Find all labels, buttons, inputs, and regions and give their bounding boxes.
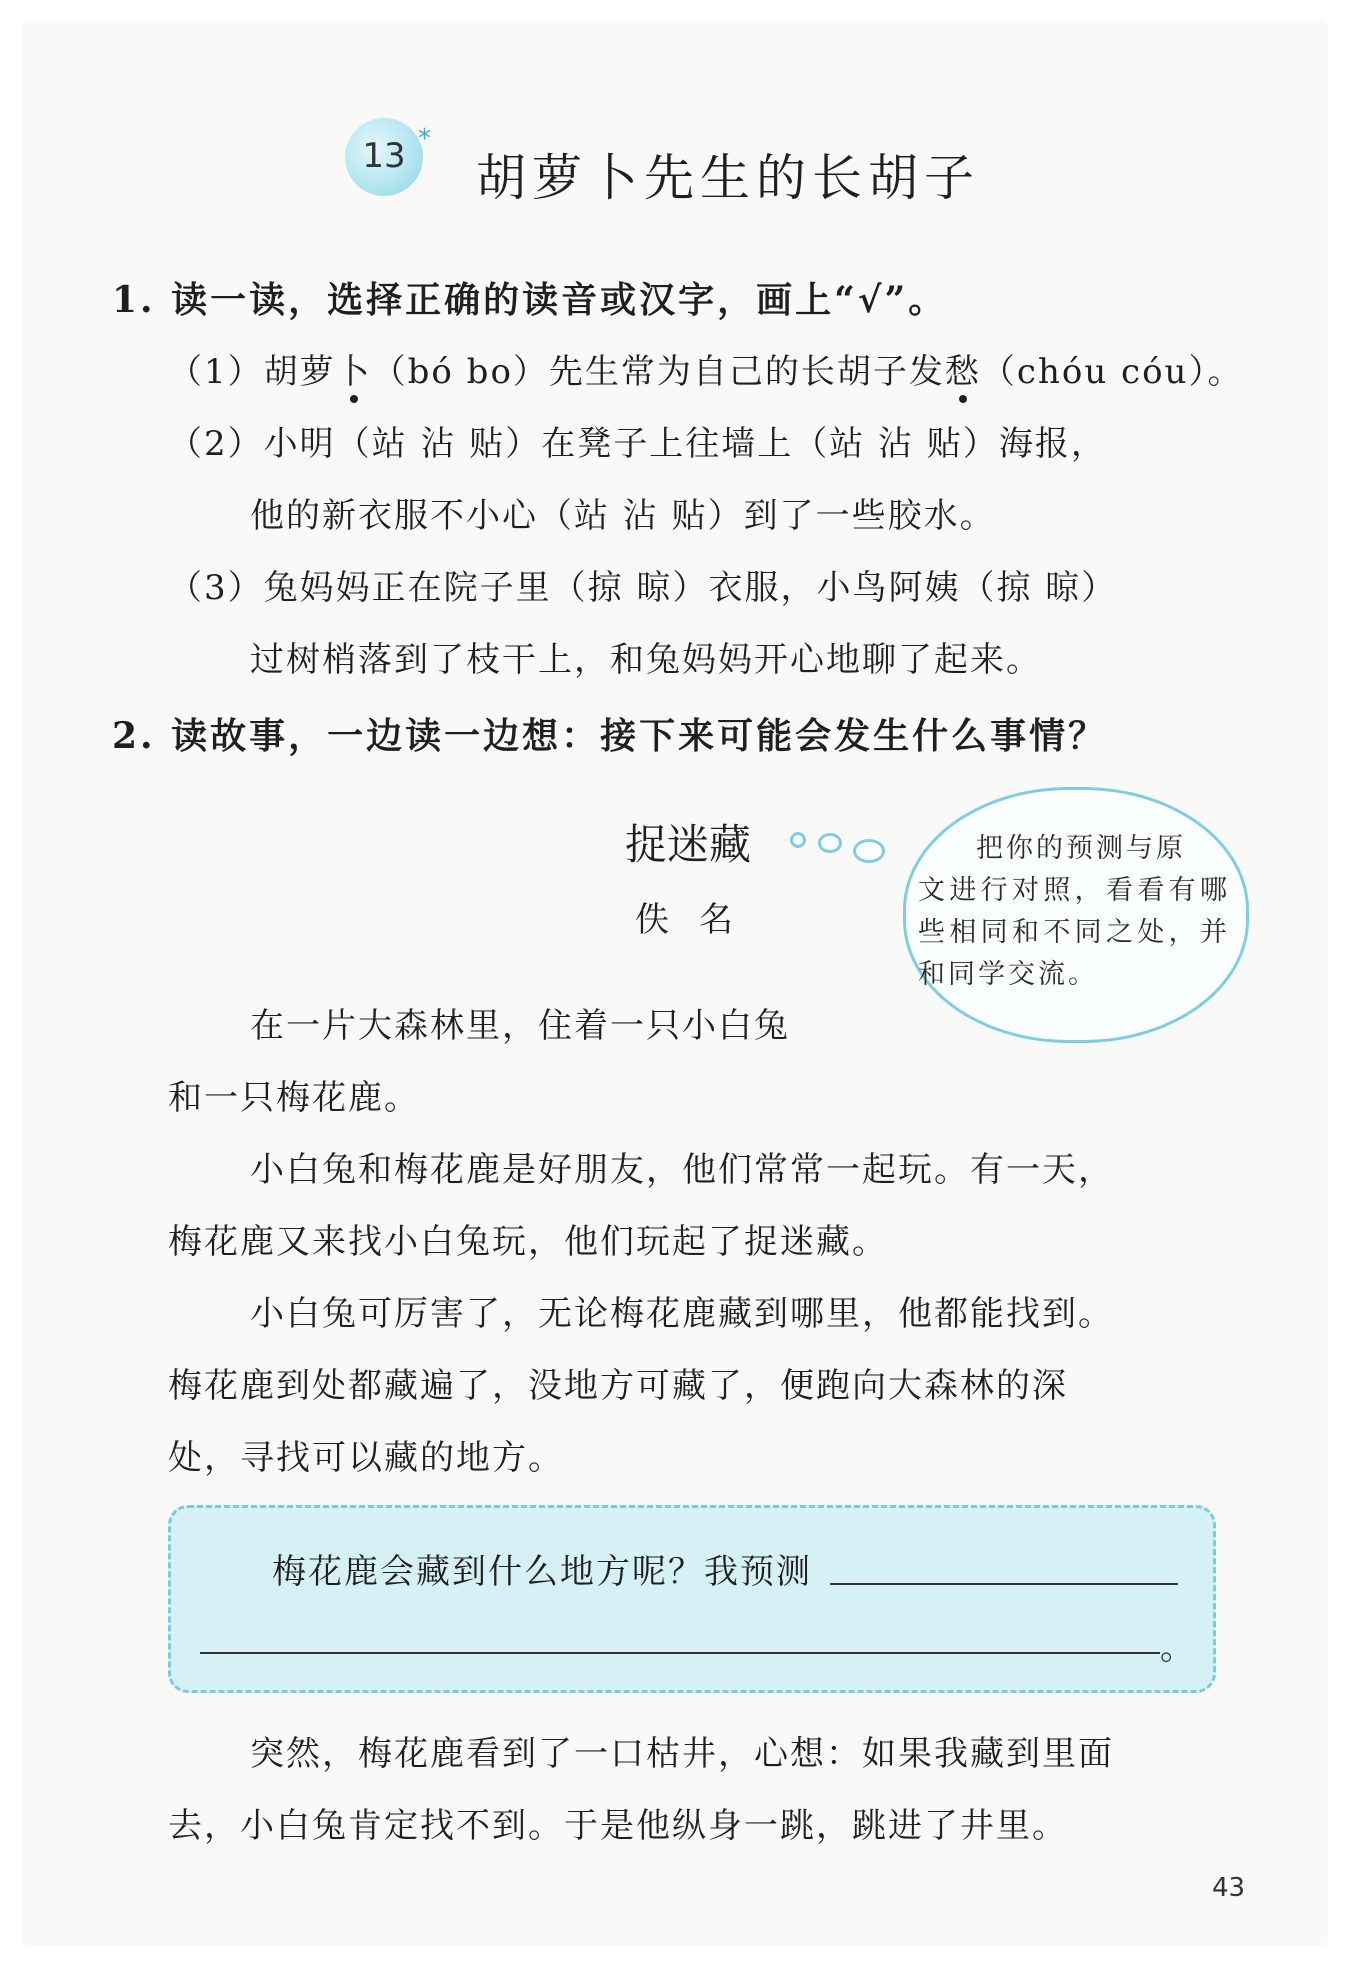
q1-item-3-line-2: 过树梢落到了枝干上，和兔妈妈开心地聊了起来。 (250, 640, 1042, 680)
story-title: 捉迷藏 (625, 823, 752, 869)
bubble-tail-medium (818, 833, 842, 853)
lesson-title: 胡萝卜先生的长胡子 (476, 149, 980, 207)
dotted-char-chou: 愁 (945, 344, 981, 393)
bubble-tail-small (790, 832, 806, 848)
q1-item-1-suffix: （chóu cóu）。 (980, 352, 1244, 392)
q1-item-1-mid: （bó bo）先生常为自己的长胡子发 (371, 352, 945, 392)
prediction-end-mark: 。 (1160, 1628, 1196, 1668)
thought-bubble-rest: 文进行对照，看看有哪些相同和不同之处，并和同学交流。 (918, 875, 1230, 990)
story-paragraph: 小白兔可厉害了，无论梅花鹿藏到哪里，他都能找到。 (250, 1294, 1114, 1334)
page-number: 43 (1212, 1873, 1246, 1903)
lesson-number: 13 (362, 136, 406, 176)
story-paragraph: 处，寻找可以藏的地方。 (168, 1438, 564, 1478)
story-continuation: 去，小白兔肯定找不到。于是他纵身一跳，跳进了井里。 (168, 1806, 1068, 1846)
bubble-tail-large (853, 839, 885, 863)
q1-item-3-line-1: （3）兔妈妈正在院子里（掠 晾）衣服，小鸟阿姨（掠 晾） (168, 568, 1118, 608)
story-paragraph: 梅花鹿又来找小白兔玩，他们玩起了捉迷藏。 (168, 1222, 888, 1262)
q1-item-2-line-2: 他的新衣服不小心（站 沾 贴）到了一些胶水。 (250, 496, 996, 536)
question-1-heading: 1. 读一读，选择正确的读音或汉字，画上“√”。 (112, 279, 948, 321)
prediction-answer-line-2[interactable] (200, 1652, 1160, 1654)
thought-bubble-text (918, 828, 1230, 996)
dotted-char-bu: 卜 (336, 344, 372, 393)
q1-item-1 (168, 344, 1243, 393)
question-2-heading: 2. 读故事，一边读一边想：接下来可能会发生什么事情？ (112, 715, 1108, 757)
story-paragraph: 在一片大森林里，住着一只小白兔 (250, 1006, 790, 1046)
optional-lesson-star: * (418, 124, 431, 154)
prediction-answer-line-1[interactable] (830, 1583, 1178, 1585)
q1-item-2-line-1: （2）小明（站 沾 贴）在凳子上往墙上（站 沾 贴）海报， (168, 424, 1107, 464)
prediction-box (168, 1505, 1216, 1693)
story-paragraph: 和一只梅花鹿。 (168, 1078, 420, 1118)
prediction-prompt: 梅花鹿会藏到什么地方呢？我预测 (272, 1554, 812, 1591)
story-paragraph: 小白兔和梅花鹿是好朋友，他们常常一起玩。有一天， (250, 1150, 1114, 1190)
story-continuation: 突然，梅花鹿看到了一口枯井，心想：如果我藏到里面 (250, 1734, 1114, 1774)
story-author: 佚名 (635, 900, 763, 940)
story-paragraph: 梅花鹿到处都藏遍了，没地方可藏了，便跑向大森林的深 (168, 1366, 1068, 1406)
q1-item-1-prefix: （1）胡萝 (168, 352, 336, 392)
thought-bubble-line-1: 把你的预测与原 (976, 833, 1186, 864)
